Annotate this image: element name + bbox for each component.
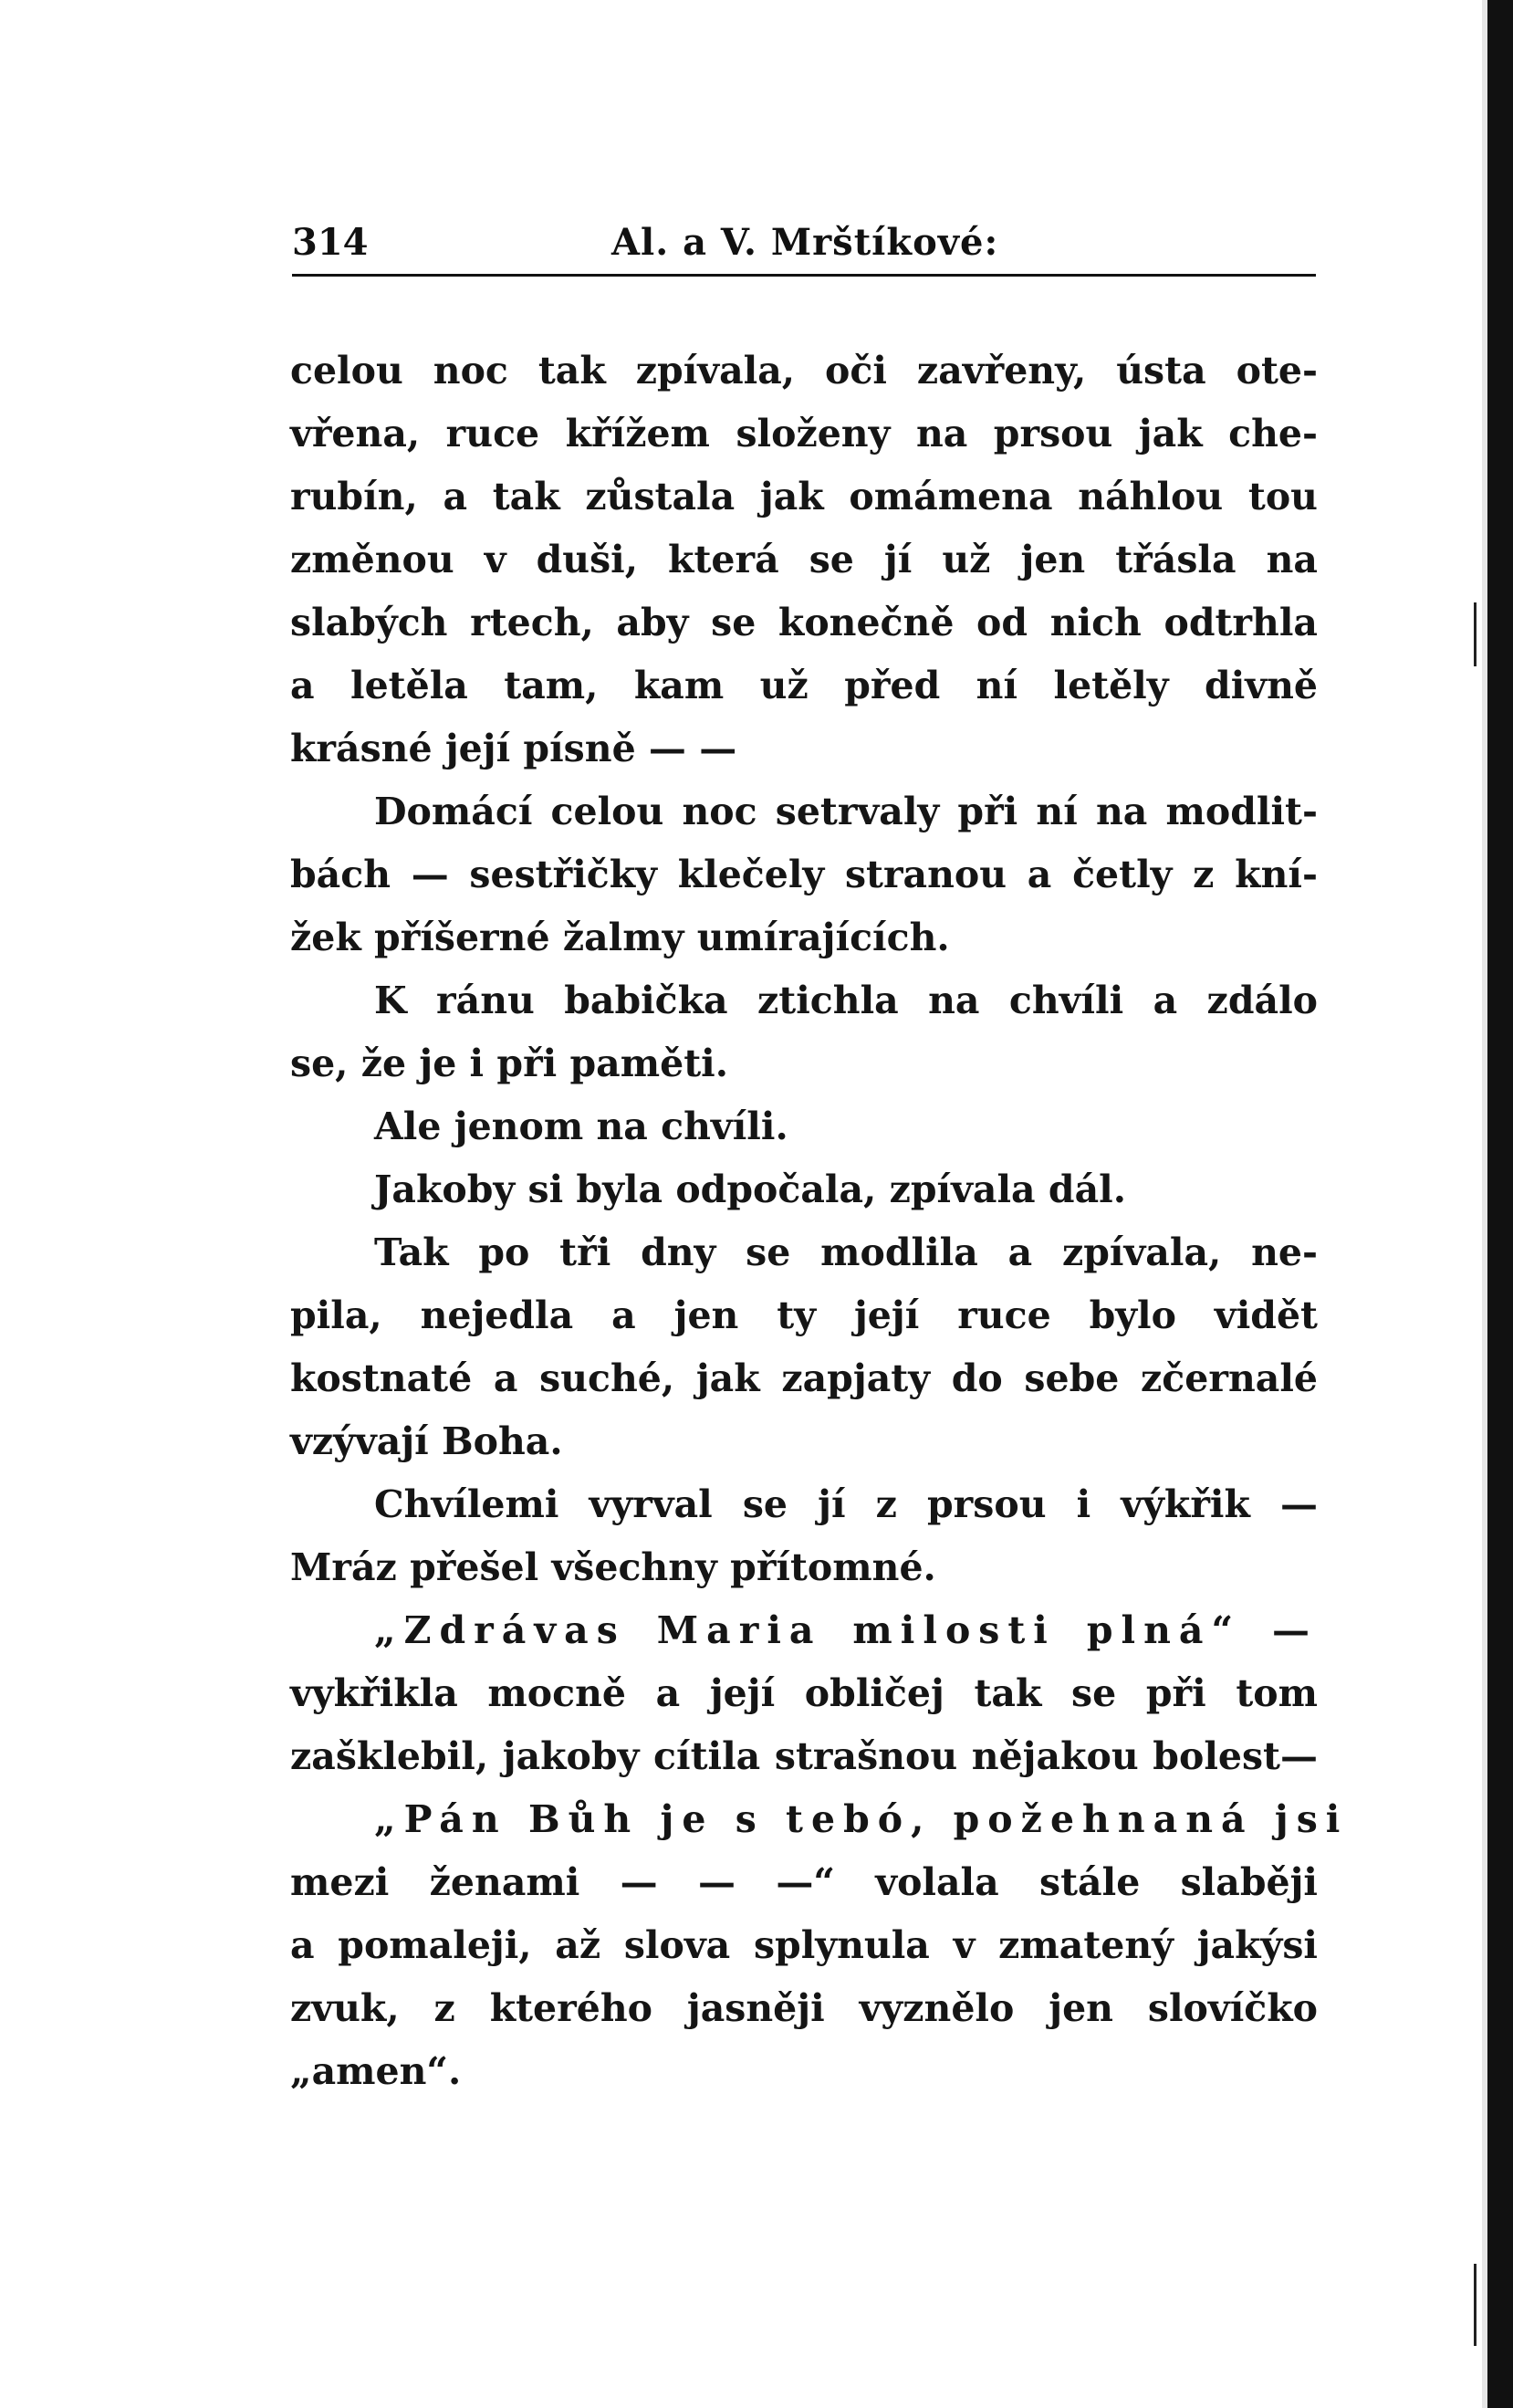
text-line: Jakoby si byla odpočala, zpívala dál. (374, 1167, 1126, 1211)
text-line: žek příšerné žalmy umírajících. (290, 916, 950, 959)
text-line: Mráz přešel všechny přítomné. (290, 1545, 936, 1589)
text-line: se, že je i při paměti. (290, 1042, 729, 1085)
text-line: „Zdrávas Maria milosti plná“ — (374, 1608, 1318, 1652)
text-line: celou noc tak zpívala, oči zavřeny, ústa ote- (290, 349, 1318, 393)
text-line: Ale jenom na chvíli. (374, 1105, 788, 1148)
text-line: zvuk, z kterého jasněji vyznělo jen slovíčko (290, 1986, 1318, 2030)
page-header (292, 215, 1316, 274)
text-line: Chvílemi vyrval se jí z prsou i výkřik — (374, 1482, 1318, 1526)
text-line: mezi ženami — — —“ volala stále slaběji (290, 1860, 1318, 1904)
text-line: změnou v duši, která se jí už jen třásla na (290, 538, 1318, 581)
scan-speck (1474, 602, 1476, 666)
text-line: Tak po tři dny se modlila a zpívala, ne- (374, 1230, 1318, 1274)
text-line: vykřikla mocně a její obličej tak se při tom (290, 1671, 1318, 1715)
text-line: krásné její písně — — (290, 727, 737, 770)
text-line: Domácí celou noc setrvaly při ní na modlit- (374, 790, 1318, 833)
text-line: a letěla tam, kam už před ní letěly divně (290, 664, 1318, 707)
text-line: rubín, a tak zůstala jak omámena náhlou tou (290, 475, 1318, 518)
text-line: vzývají Boha. (290, 1419, 563, 1463)
scan-speck (1474, 2264, 1476, 2346)
text-line: „Pán Bůh je s tebó, požehnaná jsi (374, 1797, 1349, 1841)
text-line: a pomaleji, až slova splynula v zmatený jakýsi (290, 1923, 1318, 1967)
text-line: kostnaté a suché, jak zapjaty do sebe zčernalé (290, 1356, 1318, 1400)
text-line: „amen“. (290, 2049, 462, 2093)
text-line: pila, nejedla a jen ty její ruce bylo vidět (290, 1293, 1318, 1337)
header-rule (292, 274, 1316, 277)
running-head: Al. a V. Mrštíkové: (611, 221, 999, 264)
text-line: bách — sestřičky klečely stranou a četly z kní- (290, 853, 1318, 896)
text-line: zašklebil, jakoby cítila strašnou nějakou bolest— (290, 1734, 1318, 1778)
text-line: slabých rtech, aby se konečně od nich odtrhla (290, 601, 1318, 644)
text-line: vřena, ruce křížem složeny na prsou jak che- (290, 412, 1318, 455)
scan-edge-border (1487, 0, 1513, 2408)
page-number: 314 (292, 221, 369, 264)
body-text (290, 340, 1349, 2103)
text-line: K ránu babička ztichla na chvíli a zdálo (374, 979, 1318, 1022)
